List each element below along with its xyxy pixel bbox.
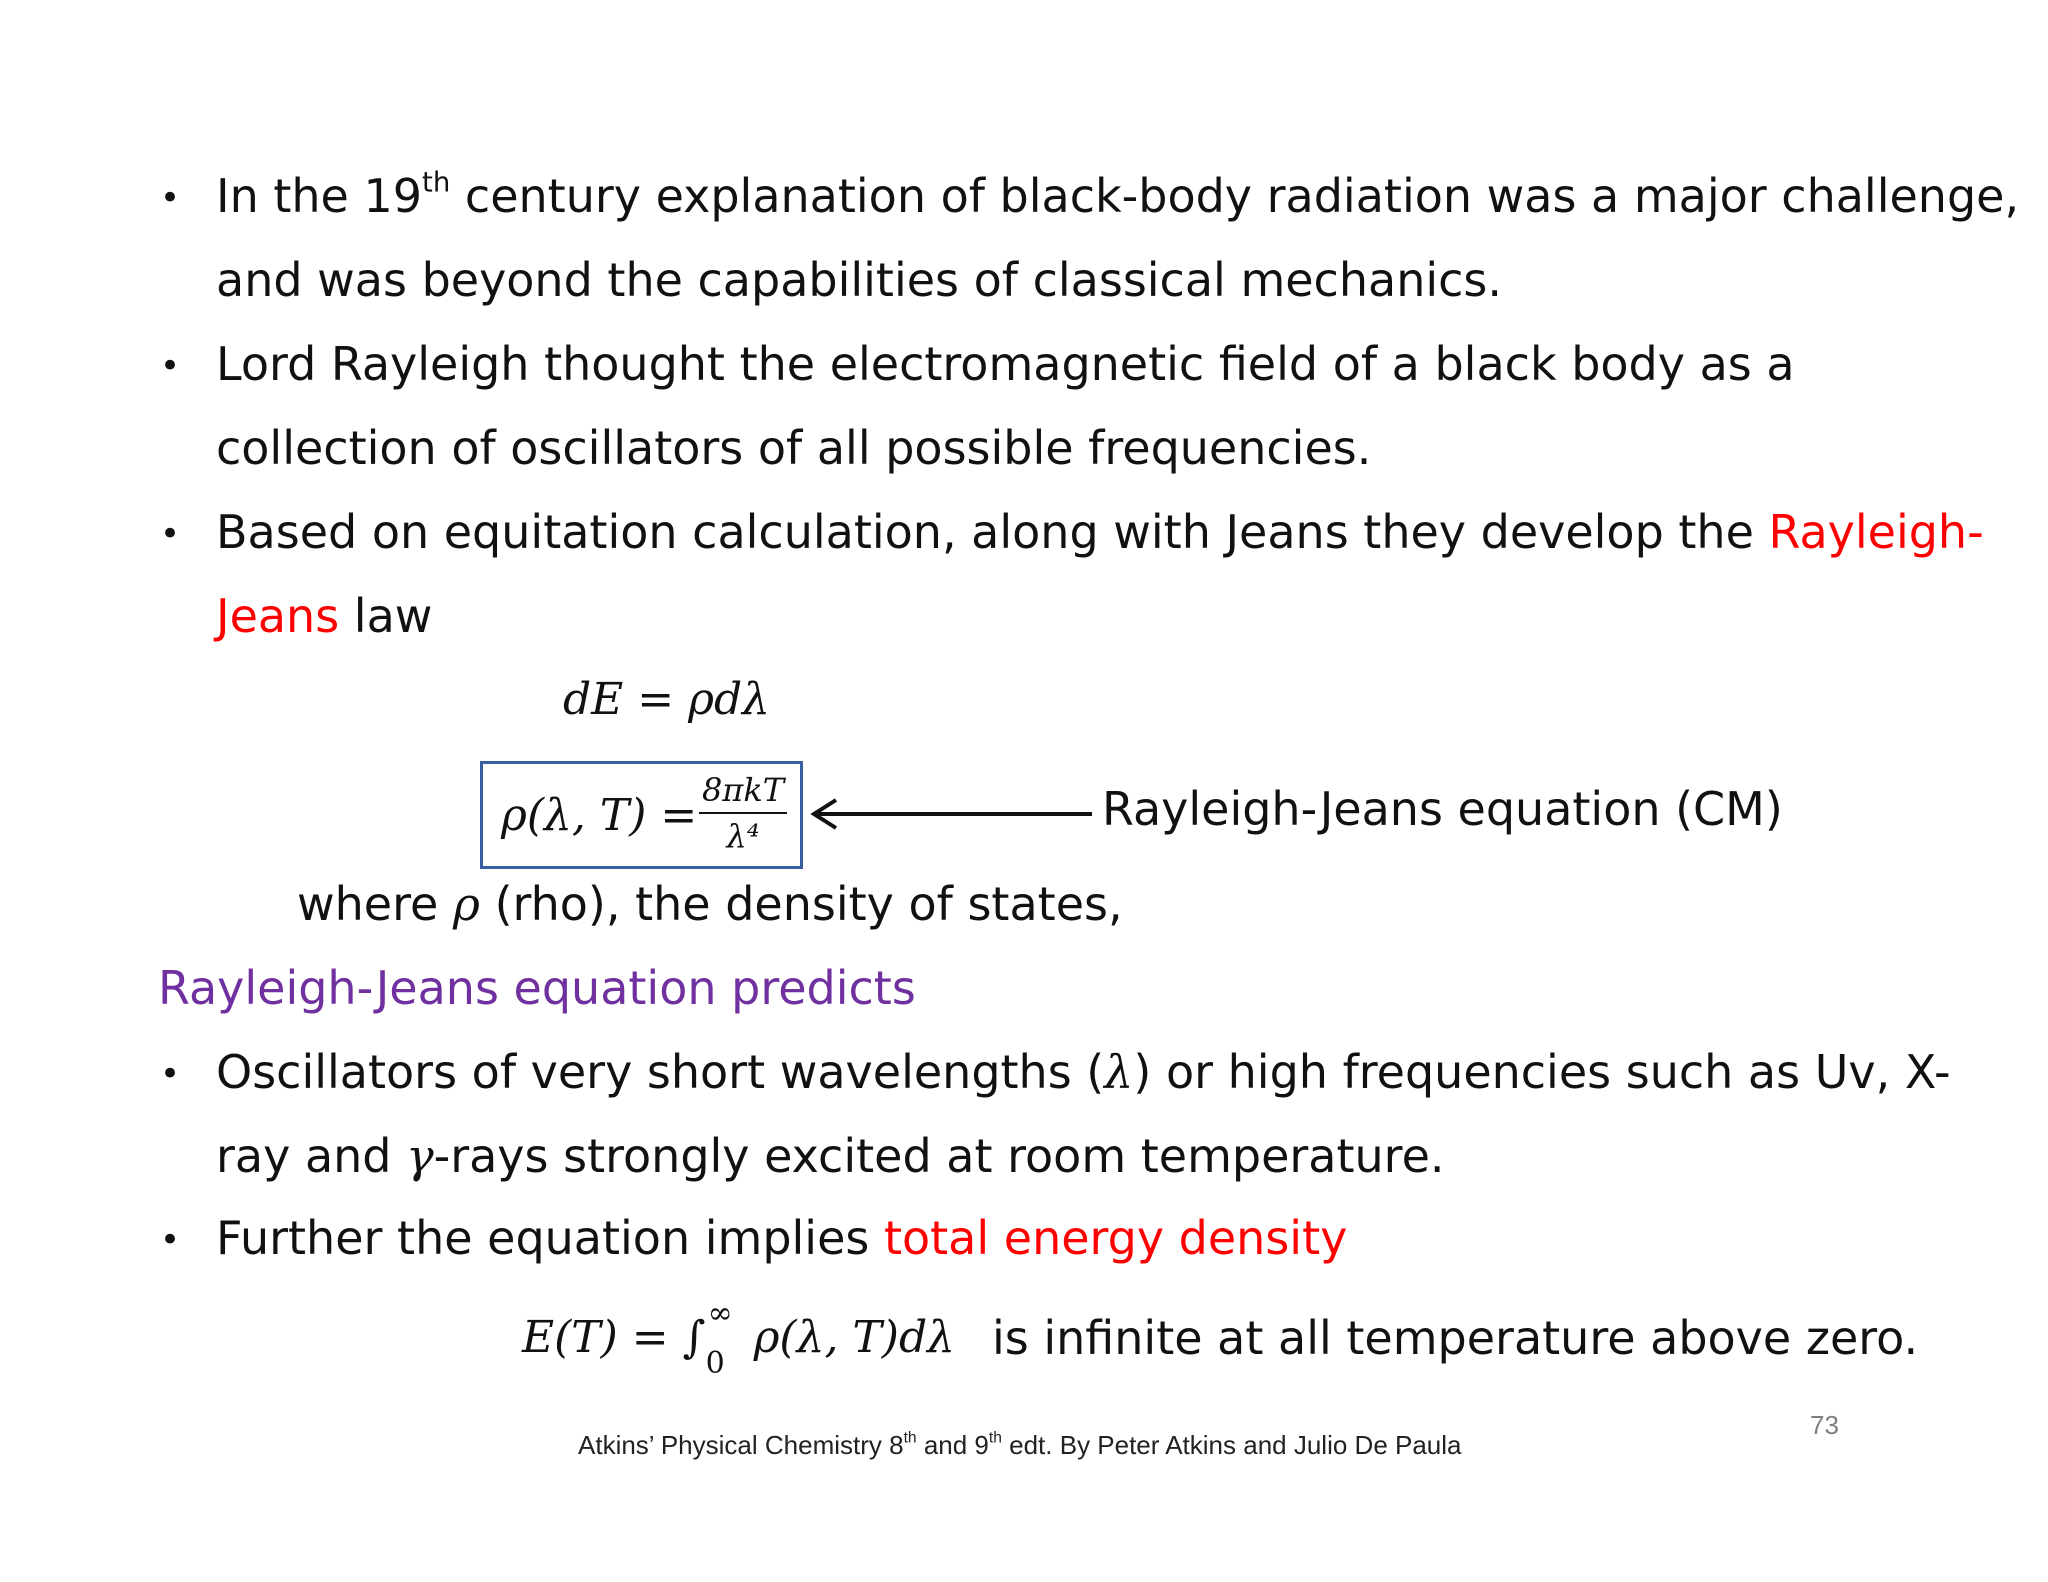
bullet-3-text-pre: Based on equitation calculation, along with Jeans they develop the: [216, 505, 1769, 559]
rayleigh-highlight: Rayleigh-: [1768, 505, 1984, 559]
rayleigh-jeans-equation-box: [480, 761, 803, 869]
lambda-symbol: λ: [1104, 1045, 1134, 1099]
footer-sup-2: th: [988, 1429, 1002, 1447]
bullet-marker: •: [160, 1054, 181, 1094]
jeans-highlight: Jeans: [216, 589, 340, 643]
bullet-3-law: law: [339, 589, 433, 643]
bullet-1-text-post: century explanation of black-body radiation was a major challenge,: [450, 169, 2020, 223]
fraction-numerator: 8πkT: [701, 771, 785, 809]
fraction-denominator: λ⁴: [726, 817, 760, 855]
integral-lower-limit: 0: [705, 1346, 725, 1381]
fraction-bar: [699, 812, 787, 814]
predict-2-line-1: [216, 1210, 1347, 1266]
predict-1-line2-post: -rays strongly excited at room temperature.: [433, 1129, 1445, 1183]
integral-lhs: E(T) =: [522, 1312, 683, 1363]
total-energy-density-highlight: total energy density: [883, 1211, 1348, 1265]
bullet-marker: •: [160, 346, 181, 386]
bullet-1-superscript: th: [422, 165, 451, 199]
bullet-1-text-pre: In the 19: [216, 169, 422, 223]
predict-1-line-2: [216, 1128, 1445, 1184]
footer-sup-1: th: [903, 1429, 917, 1447]
integral-suffix: is infinite at all temperature above zero.: [992, 1311, 1919, 1365]
bullet-1-line-2: and was beyond the capabilities of classical mechanics.: [216, 253, 1503, 307]
left-arrow-icon: [806, 796, 1094, 832]
rayleigh-jeans-equation-label: Rayleigh-Jeans equation (CM): [1102, 782, 1783, 836]
predict-1-line2-pre: ray and: [216, 1129, 407, 1183]
section-heading: Rayleigh-Jeans equation predicts: [158, 961, 916, 1015]
gamma-symbol: γ: [406, 1129, 434, 1183]
bullet-2-line-1: Lord Rayleigh thought the electromagnetic field of a black body as a: [216, 337, 1795, 391]
bullet-marker: •: [160, 514, 181, 554]
footer-post: edt. By Peter Atkins and Julio De Paula: [1001, 1430, 1462, 1460]
density-of-states-note: [297, 876, 1123, 932]
bullet-marker: •: [160, 178, 181, 218]
bullet-marker: •: [160, 1220, 181, 1260]
where-pre: where: [297, 877, 453, 931]
predict-1-post: ) or high frequencies such as Uv, X-: [1133, 1045, 1951, 1099]
predict-1-line-1: [216, 1044, 1951, 1100]
predict-1-pre: Oscillators of very short wavelengths (: [216, 1045, 1105, 1099]
integral-upper-limit: ∞: [707, 1296, 733, 1331]
integral-limits: [705, 1296, 740, 1381]
integral-equation: [522, 1296, 956, 1381]
page-number: 73: [1810, 1410, 1839, 1440]
integral-sign: ∫: [682, 1312, 706, 1363]
bullet-1-line-1: [216, 165, 2020, 224]
equation-de: dE = ρdλ: [563, 674, 771, 725]
integral-integrand: ρ(λ, T)dλ: [739, 1312, 956, 1363]
equation-fraction: [693, 770, 793, 856]
predict-2-pre: Further the equation implies: [216, 1211, 884, 1265]
equation-rho-lhs: ρ(λ, T) =: [501, 790, 698, 841]
bullet-3-line-2: [216, 588, 432, 644]
rho-symbol: ρ: [452, 877, 480, 931]
where-post: (rho), the density of states,: [479, 877, 1123, 931]
footer-pre: Atkins’ Physical Chemistry 8: [578, 1430, 904, 1460]
bullet-2-line-2: collection of oscillators of all possible frequencies.: [216, 421, 1372, 475]
bullet-3-line-1: [216, 504, 1984, 560]
footer-mid: and 9: [916, 1430, 989, 1460]
citation-footer: [578, 1430, 1462, 1461]
